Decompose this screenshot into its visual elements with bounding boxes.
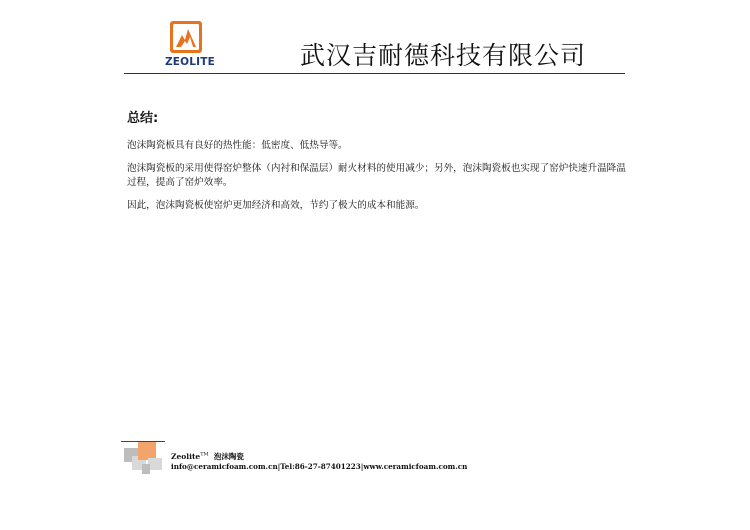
trademark-mark: TM xyxy=(200,451,209,458)
section-title: 总结: xyxy=(127,111,159,126)
footer-brand: Zeolite xyxy=(171,452,201,461)
footer-logo-icon xyxy=(124,442,166,476)
paragraph-conclusion: 因此，泡沫陶瓷板使窑炉更加经济和高效，节约了极大的成本和能源。 xyxy=(127,200,425,211)
footer-product: 泡沫陶瓷 xyxy=(213,452,244,461)
paragraph-kiln-benefits: 泡沫陶瓷板的采用使得窑炉整体（内衬和保温层）耐火材料的使用减少；另外，泡沫陶瓷板也实现了窑炉快速升温降温过程，提高了窑炉效率。 xyxy=(127,163,626,188)
paragraph-thermal-properties: 泡沫陶瓷板具有良好的热性能：低密度、低热导等。 xyxy=(127,140,348,151)
header-divider xyxy=(124,73,625,74)
company-logo xyxy=(163,18,217,70)
logo-wordmark: ZEOLITE xyxy=(164,56,216,68)
flame-logo-icon xyxy=(169,20,203,54)
company-name: 武汉吉耐德科技有限公司 xyxy=(300,41,587,70)
footer-brand-line xyxy=(171,451,244,462)
footer-contact: info@ceramicfoam.com.cn|Tel:86-27-87401223|www.ceramicfoam.com.cn xyxy=(171,462,468,471)
